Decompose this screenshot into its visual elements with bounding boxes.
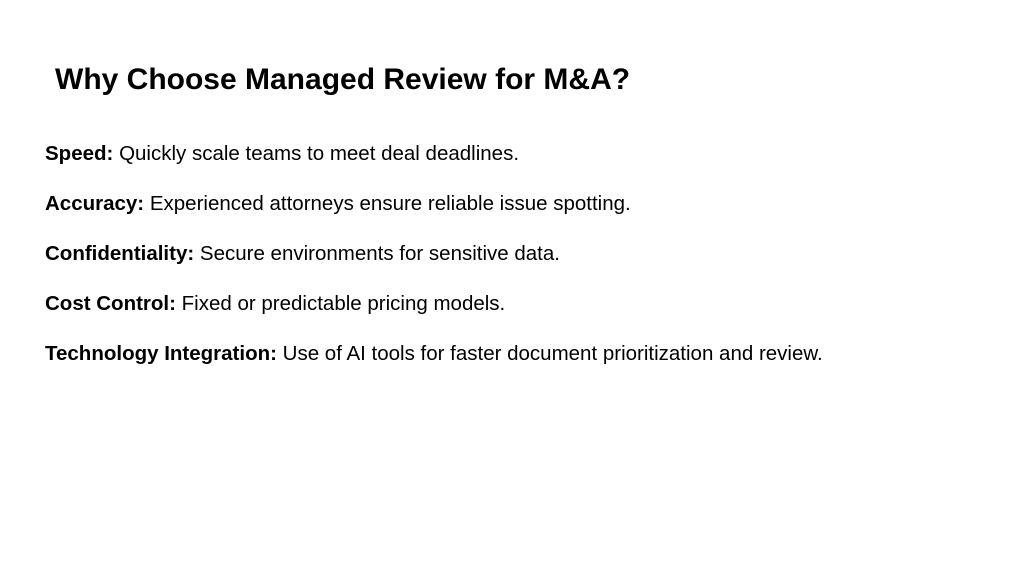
benefit-text: Secure environments for sensitive data. xyxy=(199,242,560,265)
benefit-label: Confidentiality: xyxy=(45,242,195,265)
benefit-text: Quickly scale teams to meet deal deadlines. xyxy=(119,142,520,165)
benefit-label: Cost Control: xyxy=(45,292,176,315)
benefit-list xyxy=(45,140,823,390)
benefit-text: Use of AI tools for faster document prioritization and review. xyxy=(282,342,823,365)
benefit-label: Speed: xyxy=(45,142,114,165)
benefit-item-confidentiality xyxy=(45,240,823,268)
benefit-text: Experienced attorneys ensure reliable issue spotting. xyxy=(149,192,631,215)
benefit-item-speed xyxy=(45,140,823,168)
benefit-item-technology-integration xyxy=(45,340,823,368)
slide-title: Why Choose Managed Review for M&A? xyxy=(55,63,631,96)
benefit-item-cost-control xyxy=(45,290,823,318)
benefit-text: Fixed or predictable pricing models. xyxy=(181,292,506,315)
benefit-item-accuracy xyxy=(45,190,823,218)
benefit-label: Accuracy: xyxy=(45,192,145,215)
benefit-label: Technology Integration: xyxy=(45,342,277,365)
